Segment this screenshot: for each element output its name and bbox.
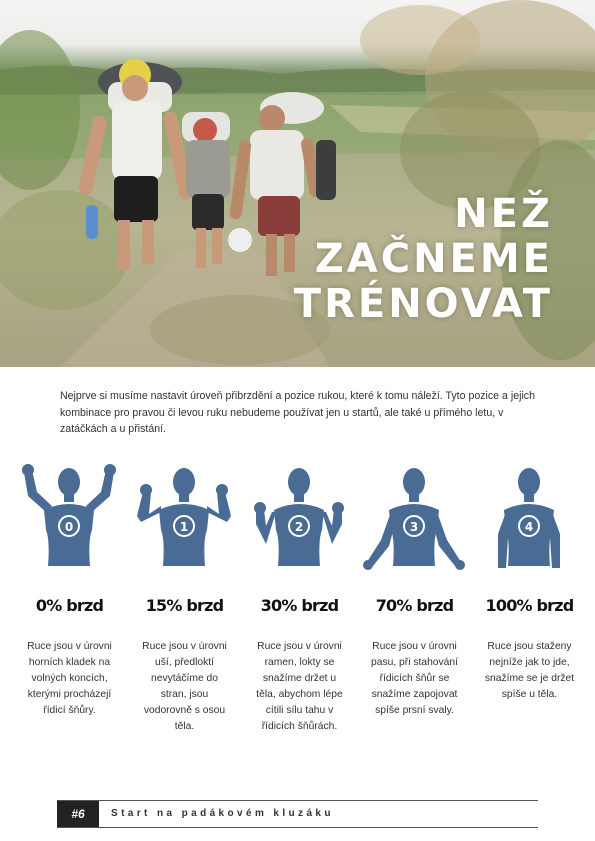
stage-3-number: 3: [409, 520, 419, 534]
brake-stages: [12, 462, 587, 782]
stage-1: [127, 462, 242, 736]
hero-title-line-1: NEŽ: [454, 191, 553, 237]
stage-4-description: Ruce jsou staženy nejníže jak to jde, snažíme se je držet spíše u těla.: [484, 641, 575, 701]
stage-1-description: Ruce jsou v úrovni uší, předloktí nevytáčíme do stran, jsou vodorovně s osou těla.: [142, 641, 227, 733]
hero-photo: [0, 0, 595, 367]
intro-paragraph: Nejprve si musíme nastavit úroveň přibrzdění a pozice rukou, které k tomu náleží. Tyto pozice a jejich kombinace pro pravou či levou ruku nebudeme používat jen u startů, ale také u přímého letu, v zatáčkách a u přistání.: [60, 390, 535, 435]
stage-0-description: Ruce jsou v úrovni horních kladek na volných koncích, kterými procházejí řídicí šňůry.: [27, 641, 112, 717]
hero-title-line-3: TRÉNOVAT: [293, 281, 553, 327]
stage-2-label: 30% brzd: [260, 596, 339, 615]
section-title: Start na padákovém kluzáku: [111, 808, 334, 819]
stage-0: [12, 462, 127, 719]
figure-100-percent-icon: [472, 462, 587, 572]
stage-1-number: 1: [179, 520, 189, 534]
stage-4: [472, 462, 587, 703]
stage-2: [242, 462, 357, 736]
figure-15-percent-icon: [127, 462, 242, 572]
stage-0-label: 0% brzd: [35, 596, 104, 615]
figure-0-percent-icon: [12, 462, 127, 572]
stage-1-label: 15% brzd: [145, 596, 224, 615]
page-footer: [57, 800, 538, 828]
stage-0-number: 0: [64, 520, 74, 534]
hero-title-line-2: ZAČNEME: [314, 236, 553, 282]
stage-4-number: 4: [524, 520, 534, 534]
figure-30-percent-icon: [242, 462, 357, 572]
hero-title: [293, 192, 553, 327]
page-number: #6: [57, 801, 99, 827]
stage-2-number: 2: [294, 520, 304, 534]
stage-2-description: Ruce jsou v úrovni ramen, lokty se snažíme držet u těla, abychom lépe cítili sílu tahu v řídicích šňůrách.: [256, 641, 343, 733]
footer-divider-bottom: [57, 827, 538, 828]
stage-3-label: 70% brzd: [375, 596, 454, 615]
stage-3: [357, 462, 472, 719]
figure-70-percent-icon: [357, 462, 472, 572]
stage-4-label: 100% brzd: [485, 596, 574, 615]
stage-3-description: Ruce jsou v úrovni pasu, při stahování řídicích šňůr se snažíme zapojovat spíše prsní svaly.: [370, 641, 458, 717]
